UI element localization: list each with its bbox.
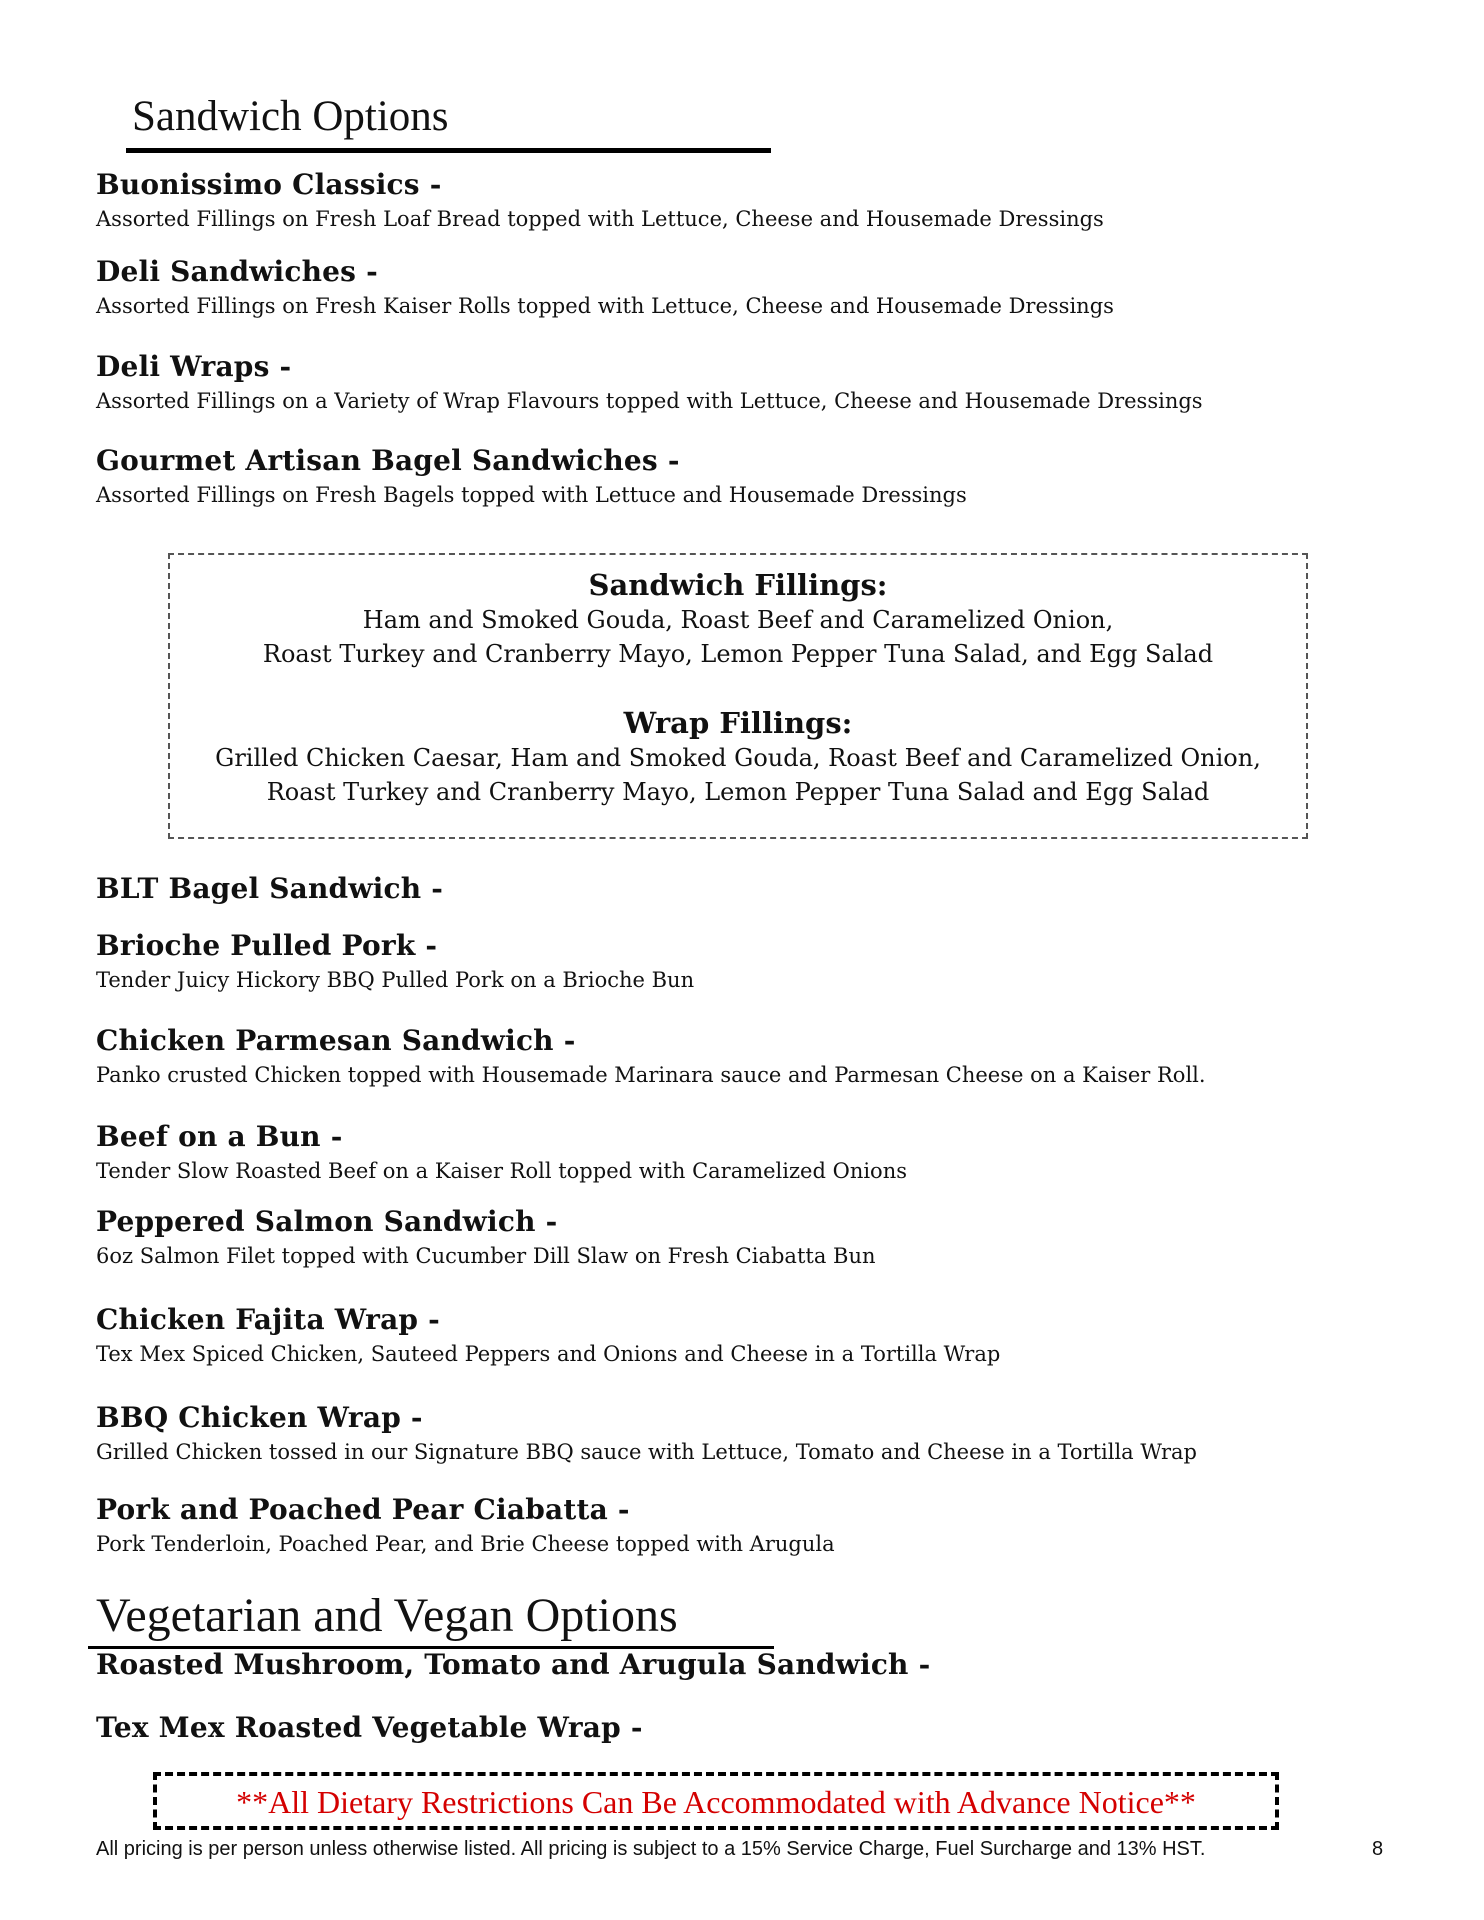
sandwich-fillings-line: Ham and Smoked Gouda, Roast Beef and Caramelized Onion, [362, 606, 1114, 634]
menu-item [96, 1205, 876, 1271]
item-description: Tender Slow Roasted Beef on a Kaiser Roll topped with Caramelized Onions [96, 1159, 908, 1183]
menu-item [96, 1303, 1000, 1369]
menu-item [96, 1711, 643, 1745]
item-name: Chicken Fajita Wrap - [96, 1303, 440, 1336]
item-description: Grilled Chicken tossed in our Signature BBQ sauce with Lettuce, Tomato and Cheese in a Tortilla Wrap [96, 1440, 1197, 1464]
item-name: Gourmet Artisan Bagel Sandwiches - [96, 444, 680, 477]
menu-item [96, 350, 1203, 416]
section-title-vegetarian-vegan: Vegetarian and Vegan Options [96, 1589, 678, 1642]
menu-item [96, 1024, 1206, 1090]
item-description: Assorted Fillings on Fresh Bagels topped with Lettuce and Housemade Dressings [96, 483, 967, 507]
item-name: Tex Mex Roasted Vegetable Wrap - [96, 1711, 643, 1744]
menu-item [96, 1493, 835, 1559]
item-description: Tender Juicy Hickory BBQ Pulled Pork on a Brioche Bun [96, 968, 695, 992]
menu-item [96, 929, 694, 995]
wrap-fillings-line: Grilled Chicken Caesar, Ham and Smoked Gouda, Roast Beef and Caramelized Onion, [215, 744, 1261, 772]
item-name: Peppered Salmon Sandwich - [96, 1205, 558, 1238]
item-description: Assorted Fillings on Fresh Loaf Bread topped with Lettuce, Cheese and Housemade Dressings [96, 207, 1104, 231]
section-underline [126, 148, 771, 153]
item-name: Deli Wraps - [96, 350, 292, 383]
item-name: Chicken Parmesan Sandwich - [96, 1024, 576, 1057]
menu-item [96, 255, 1114, 321]
item-name: Beef on a Bun - [96, 1120, 343, 1153]
item-description: Pork Tenderloin, Poached Pear, and Brie Cheese topped with Arugula [96, 1532, 835, 1556]
item-name: Pork and Poached Pear Ciabatta - [96, 1493, 630, 1526]
menu-item [96, 168, 1104, 234]
item-name: Buonissimo Classics - [96, 168, 442, 201]
dietary-notice-box [153, 1772, 1279, 1830]
dietary-notice-text: **All Dietary Restrictions Can Be Accommodated with Advance Notice** [236, 1784, 1196, 1820]
item-name: BLT Bagel Sandwich - [96, 872, 444, 905]
wrap-fillings-line: Roast Turkey and Cranberry Mayo, Lemon Pepper Tuna Salad and Egg Salad [266, 778, 1210, 806]
item-name: BBQ Chicken Wrap - [96, 1401, 423, 1434]
menu-item [96, 444, 967, 510]
fillings-box [168, 553, 1308, 839]
menu-item [96, 1648, 930, 1682]
sandwich-fillings-line: Roast Turkey and Cranberry Mayo, Lemon Pepper Tuna Salad, and Egg Salad [262, 640, 1214, 668]
pricing-footer: All pricing is per person unless otherwise listed. All pricing is subject to a 15% Service Charge, Fuel Surcharge and 13% HST. [96, 1838, 1206, 1860]
item-description: Panko crusted Chicken topped with Housemade Marinara sauce and Parmesan Cheese on a Kaiser Roll. [96, 1063, 1206, 1087]
item-description: Tex Mex Spiced Chicken, Sauteed Peppers and Onions and Cheese in a Tortilla Wrap [96, 1342, 1001, 1366]
menu-item [96, 872, 443, 906]
item-description: Assorted Fillings on a Variety of Wrap Flavours topped with Lettuce, Cheese and Housemade Dressings [96, 389, 1203, 413]
item-name: Roasted Mushroom, Tomato and Arugula Sandwich - [96, 1648, 931, 1681]
wrap-fillings-heading: Wrap Fillings: [623, 706, 853, 740]
menu-item [96, 1401, 1197, 1467]
menu-item [96, 1120, 907, 1186]
item-name: Brioche Pulled Pork - [96, 929, 438, 962]
item-description: Assorted Fillings on Fresh Kaiser Rolls topped with Lettuce, Cheese and Housemade Dressings [96, 294, 1114, 318]
item-description: 6oz Salmon Filet topped with Cucumber Dill Slaw on Fresh Ciabatta Bun [96, 1244, 876, 1268]
item-name: Deli Sandwiches - [96, 255, 378, 288]
page-number: 8 [1372, 1838, 1384, 1860]
section-title-sandwich-options: Sandwich Options [132, 93, 449, 140]
sandwich-fillings-heading: Sandwich Fillings: [588, 568, 888, 602]
